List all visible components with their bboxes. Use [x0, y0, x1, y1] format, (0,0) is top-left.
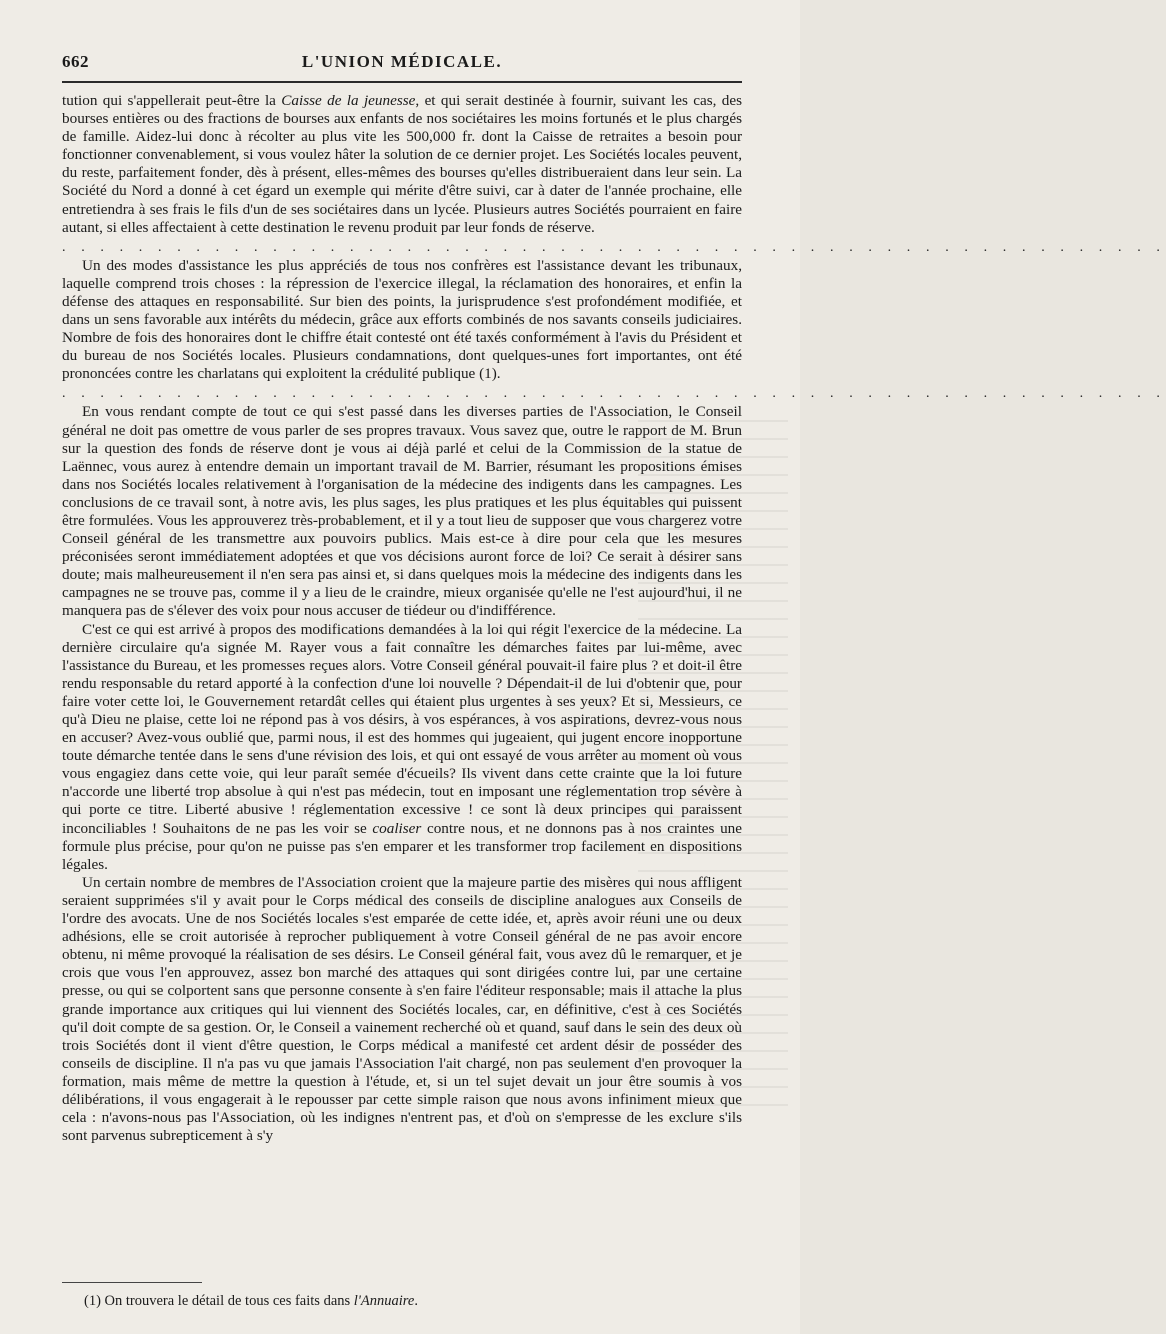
page-number: 662 — [62, 52, 89, 71]
footnote: (1) On trouvera le détail de tous ces faits dans l'Annuaire. — [84, 1293, 418, 1309]
footnote-rule — [62, 1282, 202, 1283]
emphasis: l'Annuaire — [353, 1293, 415, 1309]
paragraph: Un des modes d'assistance les plus appréciés de tous nos confrères est l'assistance devant les tribunaux, laquelle comprend trois choses : la répression de l'exercice illegal, la réclamation des honoraires, et enfin la défense des attaques en responsabilité. Sur bien des points, la jurisprudence s'est profondément modifiée, et dans un sens favorable aux intérêts du médecin, grâce aux efforts combinés de nos savants conseils judiciaires. Nombre de fois des honoraires dont le chiffre était contesté ont été taxés conformément à l'avis du Président et du bureau de nos Sociétés locales. Plusieurs condamnations, dont quelques-unes fort importantes, ont été prononcées contre les charlatans qui exploitent la crédulité publique (1). — [62, 256, 742, 383]
emphasis: Caisse de la jeunesse — [281, 92, 416, 109]
body-text — [62, 92, 1166, 1145]
page-header — [62, 52, 742, 82]
paragraph: En vous rendant compte de tout ce qui s'est passé dans les diverses parties de l'Association, le Conseil général ne doit pas omettre de vous parler de ses propres travaux. Vous savez que, outre le rapport de M. Brun sur la question des fonds de réserve dont je vous ai déjà parlé et celui de la Commission de la statue de Laënnec, vous aurez à entendre demain un important travail de M. Barrier, résumant les propositions émises dans nos Sociétés locales relativement à l'organisation de la médecine des indigents dans les campagnes. Les conclusions de ce travail sont, à notre avis, les plus sages, les plus pratiques et les plus équitables qui puissent être formulées. Vous les approuverez très-probablement, et il y a tout lieu de supposer que vous chargerez votre Conseil général de les transmettre aux pouvoirs publics. Mais est-ce à dire pour cela que les mesures préconisées seront immédiatement adoptées et que vos décisions auront force de loi? Ce serait à désirer sans doute; mais malheureusement il n'en sera pas ainsi et, si dans quelques mois la médecine des indigents dans les campagnes ne se trouve pas, comme il y a lieu de le craindre, mieux organisée qu'elle ne l'est aujourd'hui, il ne manquera pas de s'élever des voix pour nous accuser de tiédeur ou d'indifférence. — [62, 403, 742, 620]
emphasis: coaliser — [372, 819, 422, 837]
paragraph: Un certain nombre de membres de l'Association croient que la majeure partie des misères qui nous affligent seraient supprimées s'il y avait pour le Corps médical des conseils de discipline analogues aux Conseils de l'ordre des avocats. Une de nos Sociétés locales s'est emparée de cette idée, et, après avoir réuni une ou deux adhésions, elle se croit autorisée à reprocher publiquement à votre Conseil général de ne pas avoir encore obtenu, ni même provoqué la réalisation de ses désirs. Le Conseil général fait, vous avez dû le remarquer, et je crois que vous l'en approuvez, assez bon marché des attaques qui sont dirigées contre lui, par une certaine presse, ou qui se colportent sans que personne consente à s'en faire l'éditeur responsable; mais il attache la plus grande importance aux critiques qui lui viennent des Sociétés locales, car, en définitive, c'est à ces Sociétés qu'il doit compte de sa gestion. Or, le Conseil a vainement recherché où et quand, sauf dans le sein des deux où trois Sociétés dont il vient d'être question, le Corps médical a manifesté cet ardent désir de posséder des conseils de discipline. Il n'a pas vu que jamais l'Association l'ait chargé, non pas seulement d'en provoquer la formation, mais même de mettre la question à l'étude, et, si un tel sujet devait un jour être soumis à vos délibérations, il vous engagerait à le repousser par cette simple raison que nous avons infiniment mieux que cela : n'avons-nous pas l'Association, où les indignes n'entrent pas, et d'où on s'empresse de les exclure s'ils sont parvenus subrepticement à s'y — [62, 873, 742, 1145]
section-separator: . . . . . . . . . . . . . . . . . . . . . . . . . . . . . . . . . . . . . . . . . . . . . . . . . . . . . . . . . . — [62, 386, 1166, 402]
paragraph: C'est ce qui est arrivé à propos des modifications demandées à la loi qui régit l'exercice de la médecine. La dernière circulaire qu'a signée M. Rayer vous a fait connaître les démarches faites par lui-même, avec l'assistance du Bureau, et les promesses reçues alors. Votre Conseil général pouvait-il faire plus ? et doit-il être rendu responsable du retard apporté à la confection d'une loi nouvelle ? Dépendait-il de lui d'obtenir que, pour faire voter cette loi, le Gouvernement retardât celles qui étaient plus urgentes à ses yeux? Et si, Messieurs, ce qu'à Dieu ne plaise, cette loi ne répond pas à vos désirs, à vos espérances, à vos aspirations, devrez-vous nous en accuser? Avez-vous oublié que, parmi nous, il est des hommes qui jugeaient, qui jugent encore inopportune toute démarche tentée dans le sens d'une révision des lois, et qui ont essayé de vous arrêter au moment où vous vous engagiez dans cette voie, qui leur paraît semée d'écueils? Ils vivent dans cette crainte que la loi future n'accorde une liberté trop absolue à qui n'est pas médecin, tout en imposant une réglementation trop sévère à qui porte ce titre. Liberté abusive ! réglementation excessive ! ce sont là deux principes qui paraissent inconciliables ! Souhaitons de ne pas les voir se coaliser contre nous, et ne donnons pas à nos craintes une formule plus précise, pour qu'on ne puisse pas s'en emparer et les transformer trop facilement en dispositions légales. — [62, 620, 742, 873]
section-separator: . . . . . . . . . . . . . . . . . . . . . . . . . . . . . . . . . . . . . . . . . . . . . . . . . . . . . . . . . . — [62, 239, 1166, 255]
running-title: L'UNION MÉDICALE. — [301, 52, 503, 71]
paragraph: tution qui s'appellerait peut-être la Caisse de la jeunesse, et qui serait destinée à fournir, suivant les cas, des bourses entières ou des fractions de bourses aux enfants de nos sociétaires les moins fortunés et le plus chargés de famille. Aidez-lui donc à récolter au plus vite les 500,000 fr. dont la Caisse de retraites a besoin pour fonctionner convenablement, si vous voulez hâter la solution de ce dernier projet. Les Sociétés locales peuvent, du reste, parfaitement fonder, dès à présent, elles-mêmes des bourses qu'elles distribueraient dans leur sein. La Société du Nord a donné à cet égard un exemple qui mérite d'être suivi, car à dater de l'année prochaine, elle entretiendra à ses frais le fils d'un de ses sociétaires dans un lycée. Plusieurs autres Sociétés pourraient en faire autant, si elles affectaient à cette destination le revenu produit par leur fonds de réserve. — [62, 92, 743, 236]
header-rule — [62, 81, 742, 83]
